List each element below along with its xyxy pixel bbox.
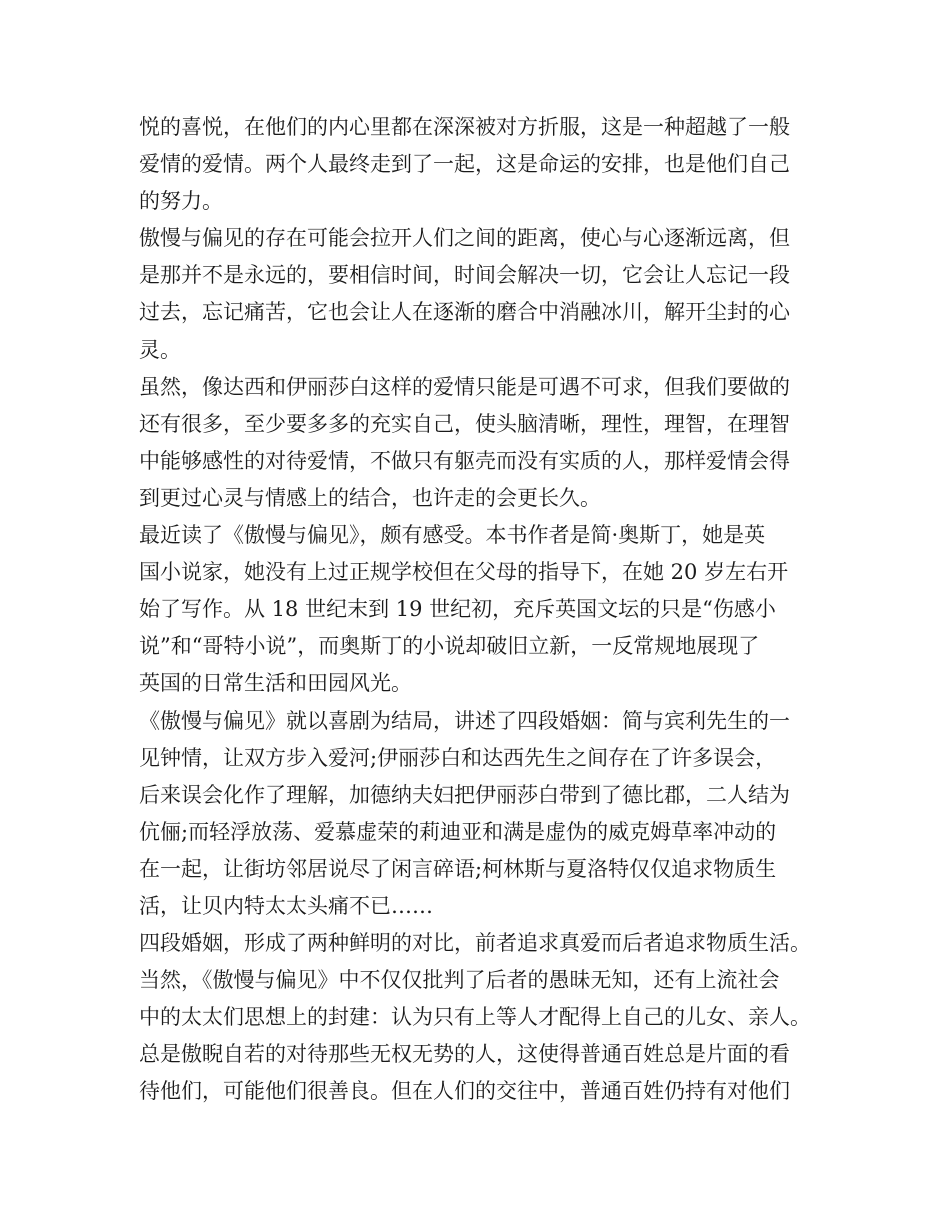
text-line: 过去，忘记痛苦，它也会让人在逐渐的磨合中消融冰川，解开尘封的心 — [139, 300, 790, 325]
text-line: 虽然，像达西和伊丽莎白这样的爱情只能是可遇不可求，但我们要做的 — [139, 374, 790, 399]
text-line: 到更过心灵与情感上的结合，也许走的会更长久。 — [139, 485, 601, 510]
text-line: 中的太太们思想上的封建：认为只有上等人才配得上自己的儿女、亲人。 — [139, 1005, 811, 1030]
text-line: 傲慢与偏见的存在可能会拉开人们之间的距离，使心与心逐渐远离，但 — [139, 226, 790, 251]
text-line: 总是傲睨自若的对待那些无权无势的人，这使得普通百姓总是片面的看 — [139, 1042, 790, 1067]
text-line: 最近读了《傲慢与偏见》，颇有感受。本书作者是简·奥斯丁，她是英 — [139, 523, 766, 548]
text-line: 待他们，可能他们很善良。但在人们的交往中，普通百姓仍持有对他们 — [139, 1079, 790, 1104]
text-line: 爱情的爱情。两个人最终走到了一起，这是命运的安排，也是他们自己 — [139, 152, 790, 177]
text-line: 国小说家，她没有上过正规学校但在父母的指导下，在她 20 岁左右开 — [139, 560, 789, 585]
text-line: 始了写作。从 18 世纪末到 19 世纪初，充斥英国文坛的只是“伤感小 — [139, 597, 776, 622]
text-line: 中能够感性的对待爱情，不做只有躯壳而没有实质的人，那样爱情会得 — [139, 448, 790, 473]
text-line: 当然，《傲慢与偏见》中不仅仅批判了后者的愚昧无知，还有上流社会 — [139, 968, 780, 993]
text-line: 是那并不是永远的，要相信时间，时间会解决一切，它会让人忘记一段 — [139, 263, 790, 288]
text-line: 四段婚姻，形成了两种鲜明的对比，前者追求真爱而后者追求物质生活。 — [139, 931, 811, 956]
text-line: 的努力。 — [139, 189, 223, 214]
text-line: 悦的喜悦，在他们的内心里都在深深被对方折服，这是一种超越了一般 — [139, 115, 790, 139]
text-line: 英国的日常生活和田园风光。 — [139, 671, 412, 696]
text-line: 活，让贝内特太太头痛不已…… — [139, 893, 433, 918]
text-line: 灵。 — [139, 337, 181, 362]
text-line: 还有很多，至少要多多的充实自己，使头脑清晰，理性，理智，在理智 — [139, 411, 790, 436]
text-line: 伉俪;而轻浮放荡、爱慕虚荣的莉迪亚和满是虚伪的威克姆草率冲动的 — [139, 819, 777, 844]
text-line: 《傲慢与偏见》就以喜剧为结局，讲述了四段婚姻：简与宾利先生的一 — [139, 708, 790, 733]
text-line: 在一起，让街坊邻居说尽了闲言碎语;柯林斯与夏洛特仅仅追求物质生 — [139, 856, 777, 881]
text-line: 后来误会化作了理解，加德纳夫妇把伊丽莎白带到了德比郡，二人结为 — [139, 782, 790, 807]
text-line: 说”和“哥特小说”，而奥斯丁的小说却破旧立新，一反常规地展现了 — [139, 634, 760, 659]
body-text — [139, 109, 839, 1111]
text-line: 见钟情，让双方步入爱河;伊丽莎白和达西先生之间存在了许多误会， — [139, 745, 777, 770]
